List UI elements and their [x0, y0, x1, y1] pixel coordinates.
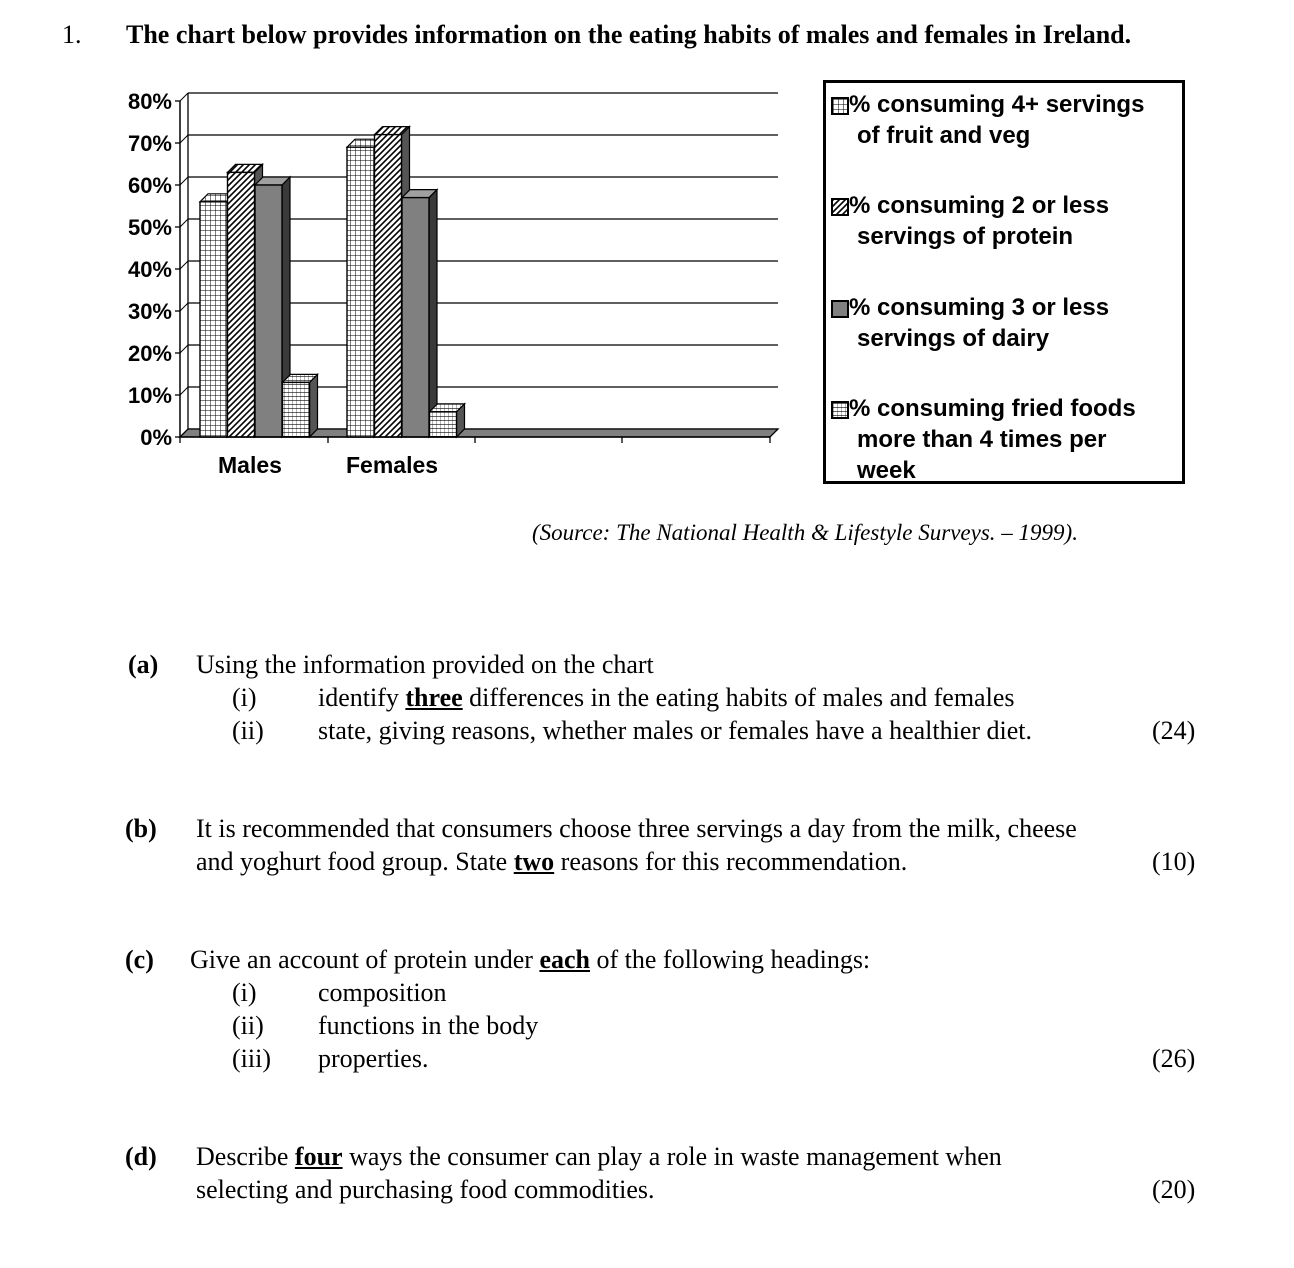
question-number: 1. [62, 20, 82, 49]
part-a-i-text [318, 683, 1014, 713]
gridline-side [180, 135, 188, 143]
text: Give an account of protein under [190, 945, 540, 974]
part-b-line1: It is recommended that consumers choose three servings a day from the milk, cheese [196, 814, 1077, 843]
gridline-side [180, 303, 188, 311]
gridline-side [180, 387, 188, 395]
legend-entry-protein [831, 190, 1109, 252]
gridline-side [180, 261, 188, 269]
part-a-intro: Using the information provided on the chart [196, 650, 654, 679]
legend-line: servings of protein [857, 223, 1074, 250]
chart-legend [823, 80, 1185, 484]
part-c-i-number: (i) [232, 978, 257, 1007]
legend-swatch-horizontal [831, 401, 849, 419]
gridline-side [180, 93, 188, 101]
part-a-letter: (a) [128, 650, 159, 679]
legend-entry-fried-foods [831, 393, 1136, 486]
gridline-side [180, 177, 188, 185]
text: of the following headings: [589, 945, 871, 974]
legend-swatch-diagonal [831, 198, 849, 216]
part-d-marks: (20) [1152, 1175, 1196, 1204]
y-tick-label: 70% [127, 131, 172, 156]
chart-source: (Source: The National Health & Lifestyle Surveys. – 1999). [532, 520, 1078, 545]
text: ways the consumer can play a role in waste management when [342, 1142, 1002, 1171]
category-label-males: Males [218, 452, 282, 478]
part-c-ii-number: (ii) [232, 1011, 264, 1040]
legend-line: % consuming 3 or less [849, 294, 1110, 321]
part-c-intro [190, 945, 870, 975]
text: Describe [196, 1142, 295, 1171]
y-tick-label: 10% [127, 383, 172, 408]
bar-males-3 [283, 374, 318, 437]
text: reasons for this recommendation. [554, 847, 908, 876]
part-a-ii-text: state, giving reasons, whether males or females have a healthier diet. [318, 716, 1033, 745]
part-c-iii-number: (iii) [232, 1044, 271, 1073]
part-a-i-number: (i) [232, 683, 257, 712]
bar-females-3 [430, 404, 465, 437]
y-tick-label: 40% [127, 257, 172, 282]
gridline-side [180, 219, 188, 227]
legend-swatch-solid [831, 300, 849, 318]
y-tick-label: 30% [127, 299, 172, 324]
legend-entry-dairy [831, 292, 1109, 354]
part-c-ii-text: functions in the body [318, 1011, 539, 1040]
part-d-line2: selecting and purchasing food commodities. [196, 1175, 655, 1204]
part-b-line2 [196, 847, 907, 877]
legend-line: % consuming 2 or less [849, 192, 1110, 219]
category-label-females: Females [346, 452, 439, 478]
part-c-letter: (c) [125, 945, 154, 974]
bar-females-2 [402, 190, 437, 437]
part-c-iii-text: properties. [318, 1044, 429, 1073]
text: and yoghurt food group. State [196, 847, 514, 876]
text: identify [318, 683, 406, 712]
legend-line: week [857, 457, 916, 484]
legend-line: more than 4 times per [857, 426, 1107, 453]
legend-line: servings of dairy [857, 325, 1050, 352]
y-tick-label: 0% [140, 425, 172, 450]
y-tick-label: 80% [127, 89, 172, 114]
keyword: three [405, 683, 463, 712]
part-a-marks: (24) [1152, 716, 1196, 745]
question-heading: The chart below provides information on the eating habits of males and females in Ireland. [126, 20, 1132, 49]
y-tick-label: 50% [127, 215, 172, 240]
legend-entry-fruit-veg [831, 89, 1144, 151]
legend-line: % consuming 4+ servings [849, 91, 1145, 118]
legend-line: % consuming fried foods [849, 395, 1136, 422]
part-b-letter: (b) [125, 814, 157, 843]
part-d-letter: (d) [125, 1142, 157, 1171]
keyword: two [513, 847, 555, 876]
keyword: four [294, 1142, 343, 1171]
part-a-ii-number: (ii) [232, 716, 264, 745]
part-c-i-text: composition [318, 978, 447, 1007]
keyword: each [539, 945, 590, 974]
part-c-marks: (26) [1152, 1044, 1196, 1073]
y-tick-label: 20% [127, 341, 172, 366]
part-d-line1 [196, 1142, 1002, 1172]
text: differences in the eating habits of males and females [462, 683, 1015, 712]
legend-line: of fruit and veg [857, 122, 1031, 149]
part-b-marks: (10) [1152, 847, 1196, 876]
y-tick-label: 60% [127, 173, 172, 198]
legend-swatch-grid [831, 97, 849, 115]
gridline-side [180, 345, 188, 353]
